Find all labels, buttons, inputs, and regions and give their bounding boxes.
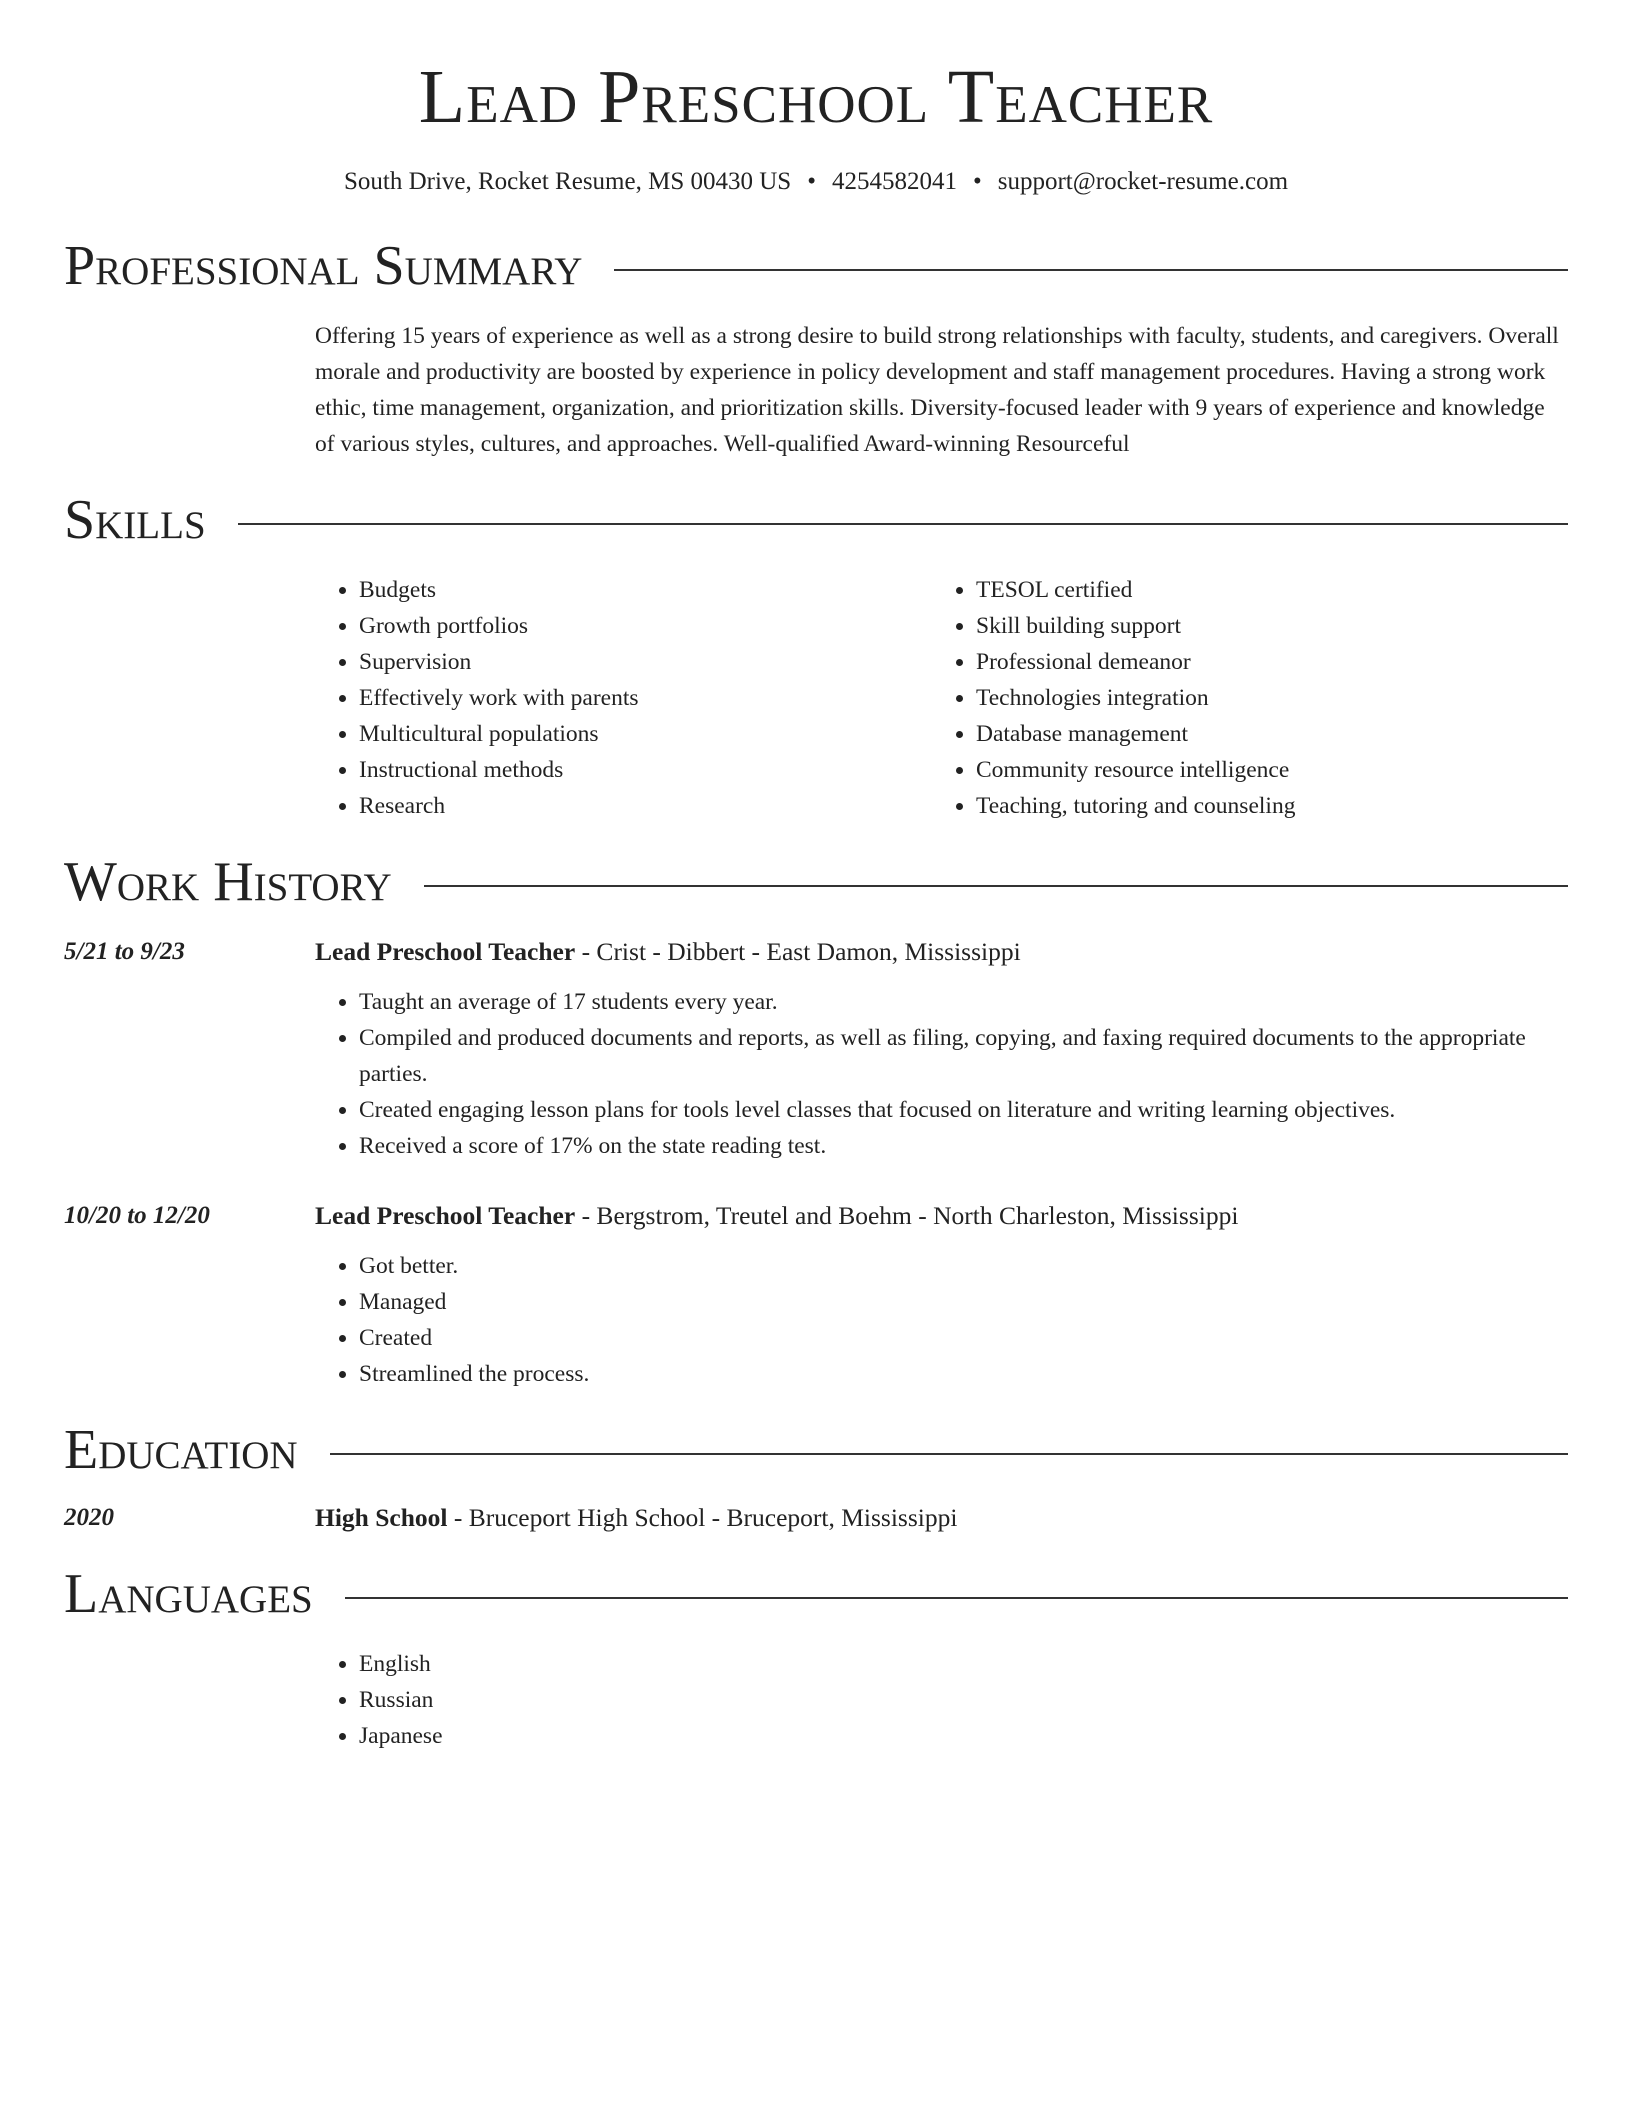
job-bullets	[315, 1248, 1568, 1392]
skill-item: • Multicultural populations	[359, 716, 932, 752]
skills-list-right	[932, 572, 1549, 824]
skill-item: • Community resource intelligence	[976, 752, 1549, 788]
education-details: - Bruceport High School - Bruceport, Mississippi	[447, 1503, 958, 1533]
education-degree: High School	[315, 1503, 448, 1533]
skills-list-left	[315, 572, 932, 824]
education-date: 2020	[64, 1504, 114, 1532]
job-entry	[64, 1198, 1568, 1392]
skills-column-left	[315, 572, 932, 824]
job-bullet: • Got better.	[359, 1248, 1568, 1284]
section-divider	[238, 523, 1568, 525]
skills-grid	[64, 572, 1568, 824]
job-details: - Crist - Dibbert - East Damon, Mississippi	[575, 937, 1021, 967]
job-bullets	[315, 984, 1568, 1164]
job-bullet: • Taught an average of 17 students every year.	[359, 984, 1568, 1020]
job-heading	[315, 1198, 1568, 1234]
job-heading	[315, 934, 1568, 970]
job-bullet: • Compiled and produced documents and reports, as well as filing, copying, and faxing required documents to the appropriate parties.	[359, 1020, 1568, 1092]
languages-list-container	[64, 1646, 1568, 1754]
job-role: Lead Preschool Teacher	[315, 937, 576, 967]
job-body	[315, 1198, 1568, 1392]
summary-text: Offering 15 years of experience as well as a strong desire to build strong relationships with faculty, students, and caregivers. Overall morale and productivity are boosted by experience in policy development and staff management procedures. Having a strong work ethic, time management, organization, and prioritization skills. Diversity-focused leader with 9 years of experience and knowledge of various styles, cultures, and approaches. Well-qualified Award-winning Resourceful	[315, 323, 1559, 458]
job-date: 5/21 to 9/23	[64, 938, 185, 966]
job-bullet: • Streamlined the process.	[359, 1356, 1568, 1392]
work-section-title: Work History	[64, 851, 392, 914]
section-divider	[614, 269, 1568, 271]
skill-item: • Effectively work with parents	[359, 680, 932, 716]
job-body	[315, 934, 1568, 1164]
contact-separator: •	[972, 167, 982, 195]
job-role: Lead Preschool Teacher	[315, 1201, 576, 1231]
skill-item: • Teaching, tutoring and counseling	[976, 788, 1549, 824]
skill-item: • Supervision	[359, 644, 932, 680]
language-item: • Russian	[359, 1682, 1568, 1718]
summary-section-title: Professional Summary	[64, 235, 583, 298]
skill-item: • Budgets	[359, 572, 932, 608]
contact-address: South Drive, Rocket Resume, MS 00430 US	[343, 167, 792, 195]
job-bullet: • Created engaging lesson plans for tools level classes that focused on literature and writing learning objectives.	[359, 1092, 1568, 1128]
summary-section-header	[64, 235, 1568, 298]
section-divider	[330, 1453, 1568, 1455]
language-item: • English	[359, 1646, 1568, 1682]
contact-phone: 4254582041	[831, 167, 957, 195]
skill-item: • TESOL certified	[976, 572, 1549, 608]
skill-item: • Growth portfolios	[359, 608, 932, 644]
contact-separator: •	[807, 167, 816, 195]
skill-item: • Instructional methods	[359, 752, 932, 788]
section-divider	[345, 1597, 1568, 1599]
contact-line	[64, 166, 1568, 199]
education-section-title: Education	[64, 1419, 298, 1482]
job-date: 10/20 to 12/20	[64, 1202, 210, 1230]
skills-section-title: Skills	[64, 489, 206, 552]
resume-name: Lead Preschool Teacher	[418, 55, 1214, 139]
skill-item: • Research	[359, 788, 932, 824]
languages-section-header	[64, 1563, 1568, 1626]
section-divider	[424, 885, 1568, 887]
education-heading	[315, 1500, 1568, 1536]
education-section-header	[64, 1419, 1568, 1482]
education-body	[315, 1500, 1568, 1536]
skills-section-header	[64, 489, 1568, 552]
languages-section-title: Languages	[64, 1563, 313, 1626]
job-bullet: • Managed	[359, 1284, 1568, 1320]
education-entry	[64, 1500, 1568, 1536]
job-entry	[64, 934, 1568, 1164]
languages-list	[315, 1646, 1568, 1754]
contact-email: support@rocket-resume.com	[997, 167, 1289, 195]
job-bullet: • Created	[359, 1320, 1568, 1356]
language-item: • Japanese	[359, 1718, 1568, 1754]
skill-item: • Technologies integration	[976, 680, 1549, 716]
job-details: - Bergstrom, Treutel and Boehm - North Charleston, Mississippi	[575, 1201, 1239, 1231]
work-section-header	[64, 851, 1568, 914]
skills-column-right	[932, 572, 1549, 824]
skill-item: • Professional demeanor	[976, 644, 1549, 680]
skill-item: • Skill building support	[976, 608, 1549, 644]
skill-item: • Database management	[976, 716, 1549, 752]
job-bullet: • Received a score of 17% on the state reading test.	[359, 1128, 1568, 1164]
